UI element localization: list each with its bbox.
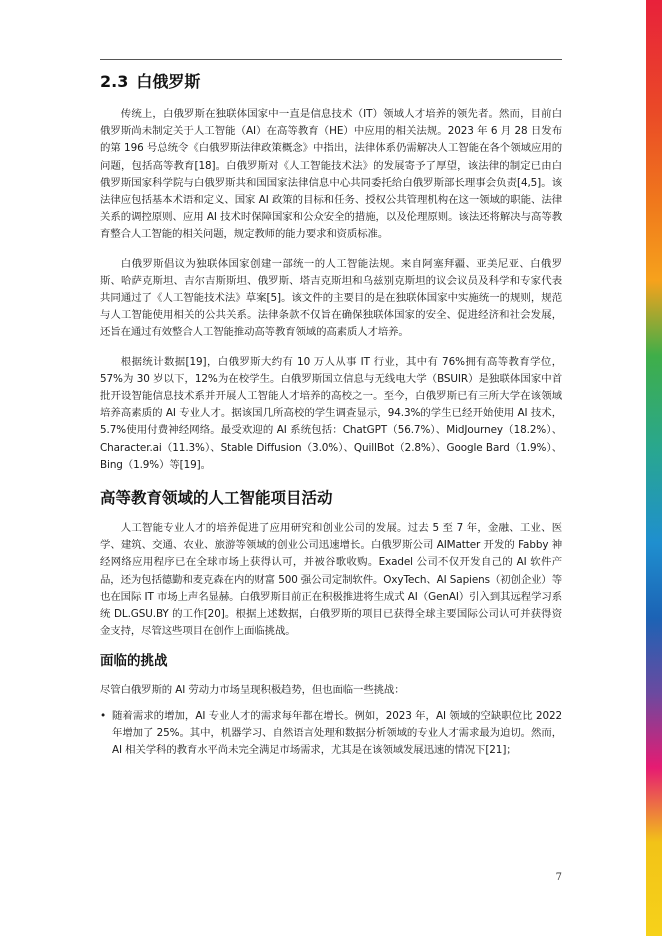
header-rule bbox=[100, 59, 562, 60]
bullet-icon: • bbox=[100, 709, 107, 722]
paragraph: 传统上，白俄罗斯在独联体国家中一直是信息技术（IT）领域人才培养的领先者。然而，目前白俄罗斯尚未制定关于人工智能（AI）在高等教育（HE）中应用的相关法规。2023 年 6 月 28 日发布的第 196 号总统令《白俄罗斯法律政策概念》中指出，法律体系仍需解决人工智能在各个领域应用的问题，包括高等教育[18]。白俄罗斯对《人工智能技术法》的发展寄予了厚望，该法律的制定已由白俄罗斯国家科学院与白俄罗斯共和国国家法律信息中心共同委托给白俄罗斯部长理事会负责[4,5]。该法律应包括基本术语和定义、国家 AI 政策的目标和任务、授权公共管理机构在这一领域的职能、法律关系的调控原则、应用 AI 技术时保障国家和公众安全的措施，以及伦理原则。该法还将解决与高等教育整合人工智能的相关问题，规定教师的能力要求和资质标准。 bbox=[100, 108, 562, 241]
paragraph: 白俄罗斯倡议为独联体国家创建一部统一的人工智能法规。来自阿塞拜疆、亚美尼亚、白俄罗斯、哈萨克斯坦、吉尔吉斯斯坦、俄罗斯、塔吉克斯坦和乌兹别克斯坦的议会议员及科学和专家代表共同通过了《人工智能技术法》草案[5]。该文件的主要目的是在独联体国家中实施统一的规则，规范与人工智能使用相关的公共关系。法律条款不仅旨在确保独联体国家的安全、促进经济和社会发展，还旨在通过有效整合人工智能推动高等教育领域的高素质人才培养。 bbox=[100, 257, 562, 339]
challenges-heading: 面临的挑战 bbox=[100, 653, 168, 670]
color-stripe bbox=[646, 0, 662, 936]
challenges-intro: 尽管白俄罗斯的 AI 劳动力市场呈现积极趋势，但也面临一些挑战： bbox=[100, 684, 405, 697]
projects-heading: 高等教育领域的人工智能项目活动 bbox=[100, 489, 333, 508]
paragraph: 根据统计数据[19]，白俄罗斯大约有 10 万人从事 IT 行业，其中有 76%拥有高等教育学位，57%为 30 岁以下，12%为在校学生。白俄罗斯国立信息与无线电大学（BSUIR）是独联体国家中首批开设智能信息技术系并开展人工智能人才培养的高校之一。至今，白俄罗斯已有三所大学在该领域培养高素质的 AI 专业人才。据该国几所高校的学生调查显示，94.3%的学生已经开始使用 AI 技术，5.7%使用付费神经网络。最受欢迎的 AI 系统包括：ChatGPT（56.7%）、MidJourney（18.2%）、Character.ai（11.3%）、Stable Diffusion（3.0%）、QuillBot（2.8%）、Google Bard（1.9%）、Bing（1.9%）等[19]。 bbox=[100, 355, 562, 471]
page-number: 7 bbox=[555, 872, 562, 883]
section-number: 2.3 bbox=[100, 72, 129, 91]
section-heading bbox=[100, 72, 562, 92]
section-title: 白俄罗斯 bbox=[136, 72, 201, 91]
page-content bbox=[100, 72, 562, 759]
list-item bbox=[100, 708, 562, 760]
paragraph: 人工智能专业人才的培养促进了应用研究和创业公司的发展。过去 5 至 7 年，金融、工业、医学、建筑、交通、农业、旅游等领域的创业公司迅速增长。白俄罗斯公司 AIMatter 开发的 Fabby 神经网络应用程序已在全球市场上获得认可，并被谷歌收购。Exadel 公司不仅开发自己的 AI 软件产品，还为包括德勤和麦克森在内的财富 500 强公司定制软件。OxyTech、AI Sapiens（初创企业）等也在国际 IT 市场上声名显赫。白俄罗斯目前正在积极推进将生成式 AI（GenAI）引入到其远程学习系统 DL.GSU.BY 的工作[20]。根据上述数据，白俄罗斯的项目已获得全球主要国际公司认可并获得资金支持，尽管这些项目在创作上面临挑战。 bbox=[100, 522, 562, 638]
list-item-text: 随着需求的增加，AI 专业人才的需求每年都在增长。例如，2023 年，AI 领域的空缺职位比 2022 年增加了 25%。其中，机器学习、自然语言处理和数据分析领域的专业人才需求最为迫切。然而，AI 相关学科的教育水平尚未完全满足市场需求，尤其是在该领域发展迅速的情况下[21]； bbox=[112, 709, 562, 757]
